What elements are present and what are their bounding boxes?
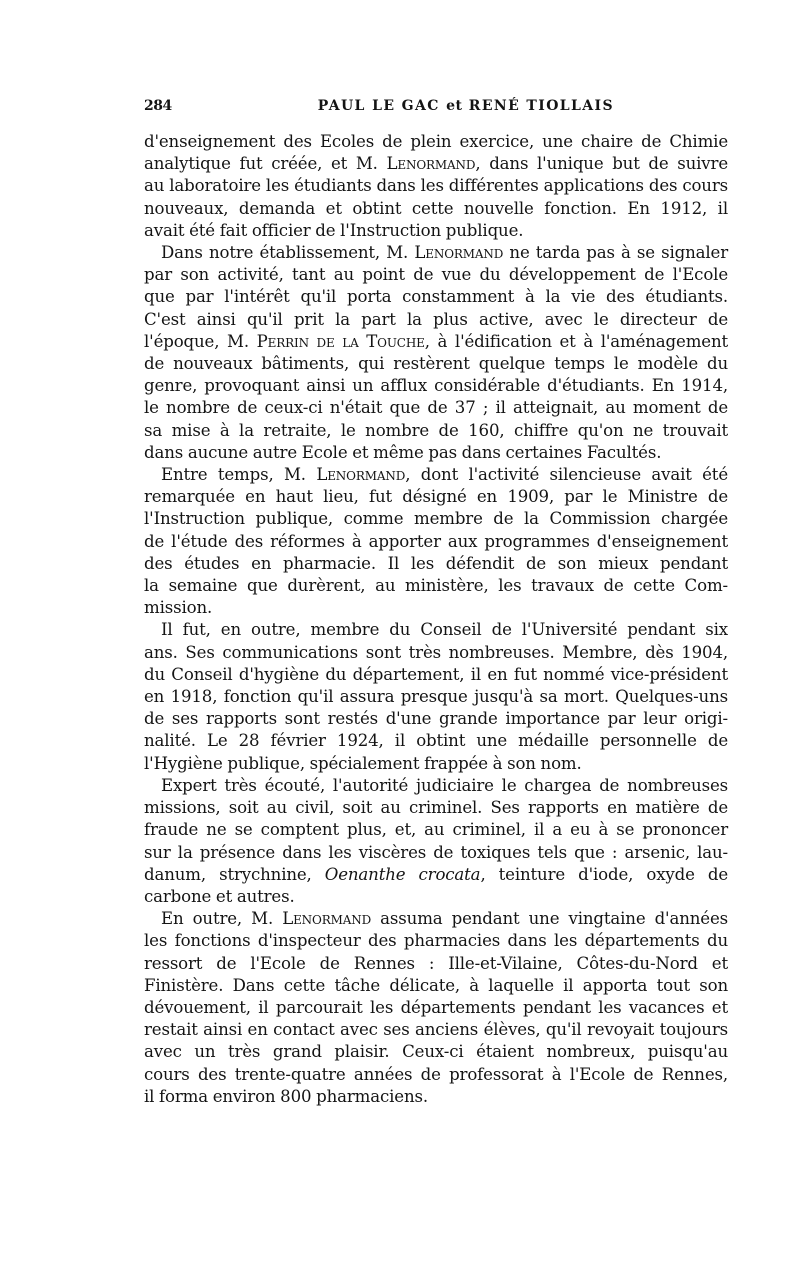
text-line: carbone et autres. (144, 886, 295, 906)
text-line: cours des trente-quatre années de professorat à l'Ecole de Rennes, (144, 1064, 728, 1084)
running-title-author-1: PAUL LE GAC (317, 98, 440, 114)
text-line: analytique fut créée, et M. Lenormand, dans l'unique but de suivre (144, 154, 728, 174)
text-line: l'Hygiène publique, spécialement frappée à son nom. (144, 753, 582, 773)
text-line: dans aucune autre Ecole et même pas dans certaines Facultés. (144, 442, 662, 462)
text-line: ans. Ses communications sont très nombreuses. Membre, dès 1904, (144, 642, 728, 662)
text-line: ressort de l'Ecole de Rennes : Ille-et-Vilaine, Côtes-du-Nord et (144, 953, 728, 973)
text-line: Finistère. Dans cette tâche délicate, à laquelle il apporta tout son (144, 975, 728, 995)
text-line: sur la présence dans les viscères de toxiques tels que : arsenic, lau- (144, 842, 728, 862)
text-line: Entre temps, M. Lenormand, dont l'activité silencieuse avait été (161, 465, 728, 485)
text-line: En outre, M. Lenormand assuma pendant une vingtaine d'années (161, 909, 728, 929)
text-line: du Conseil d'hygiène du département, il en fut nommé vice-président (144, 664, 728, 684)
text-line: de l'étude des réformes à apporter aux programmes d'enseignement (144, 531, 728, 551)
text-line: au laboratoire les étudiants dans les différentes applications des cours (144, 176, 728, 196)
small-caps-name: Perrin de la Touche (256, 331, 425, 351)
running-title (318, 98, 614, 114)
text-line: de ses rapports sont restés d'une grande importance par leur origi- (144, 709, 728, 729)
text-line: en 1918, fonction qu'il assura presque jusqu'à sa mort. Quelques-uns (144, 687, 728, 707)
paragraph (144, 619, 728, 774)
running-title-conjunction: et (446, 98, 463, 114)
text-line: par son activité, tant au point de vue du développement de l'Ecole (144, 265, 728, 285)
text-line: mission. (144, 598, 213, 618)
text-line: fraude ne se comptent plus, et, au criminel, il a eu à se prononcer (144, 820, 728, 840)
text-line: dévouement, il parcourait les départements pendant les vacances et (144, 997, 728, 1017)
text-line: le nombre de ceux-ci n'était que de 37 ; il atteignait, au moment de (144, 398, 728, 418)
text-line: missions, soit au civil, soit au criminel. Ses rapports en matière de (144, 798, 728, 818)
text-line: remarquée en haut lieu, fut désigné en 1909, par le Ministre de (144, 487, 728, 507)
text-line: il forma environ 800 pharmaciens. (144, 1086, 428, 1106)
paragraph (144, 908, 728, 1108)
text-line: l'Instruction publique, comme membre de la Commission chargée (144, 509, 728, 529)
running-title-author-2: RENÉ TIOLLAIS (468, 98, 614, 114)
text-line: sa mise à la retraite, le nombre de 160, chiffre qu'on ne trouvait (144, 420, 728, 440)
small-caps-name: Lenormand (414, 243, 504, 263)
small-caps-name: Lenormand (282, 909, 372, 929)
text-line: nalité. Le 28 février 1924, il obtint une médaille personnelle de (144, 731, 728, 751)
text-line: restait ainsi en contact avec ses anciens élèves, qu'il revoyait toujours (144, 1020, 728, 1040)
text-line: nouveaux, demanda et obtint cette nouvelle fonction. En 1912, il (144, 198, 728, 218)
paragraph (144, 242, 728, 464)
paragraph (144, 775, 728, 908)
small-caps-name: Lenormand (316, 465, 406, 485)
text-line: Expert très écouté, l'autorité judiciaire le chargea de nombreuses (161, 775, 728, 795)
text-line: que par l'intérêt qu'il porta constamment à la vie des étudiants. (144, 287, 728, 307)
text-line: Il fut, en outre, membre du Conseil de l'Université pendant six (161, 620, 728, 640)
small-caps-name: Lenormand (386, 154, 476, 174)
text-line: des études en pharmacie. Il les défendit de son mieux pendant (144, 553, 728, 573)
page-number: 284 (144, 98, 172, 114)
text-line: avait été fait officier de l'Instruction publique. (144, 220, 524, 240)
text-line: avec un très grand plaisir. Ceux-ci étaient nombreux, puisqu'au (144, 1042, 728, 1062)
body-text (144, 131, 728, 1108)
running-header (144, 98, 614, 118)
text-line: la semaine que durèrent, au ministère, les travaux de cette Com- (144, 576, 728, 596)
italic-term: Oenanthe crocata (324, 864, 481, 884)
text-line: danum, strychnine, Oenanthe crocata, teinture d'iode, oxyde de (144, 864, 728, 884)
text-line: C'est ainsi qu'il prit la part la plus active, avec le directeur de (144, 309, 728, 329)
text-line: l'époque, M. Perrin de la Touche, à l'édification et à l'aménagement (144, 331, 728, 351)
paragraph (144, 464, 728, 619)
text-line: genre, provoquant ainsi un afflux considérable d'étudiants. En 1914, (144, 376, 728, 396)
paragraph (144, 131, 728, 242)
text-line: Dans notre établissement, M. Lenormand ne tarda pas à se signaler (161, 243, 728, 263)
text-line: les fonctions d'inspecteur des pharmacies dans les départements du (144, 931, 728, 951)
text-line: de nouveaux bâtiments, qui restèrent quelque temps le modèle du (144, 354, 728, 374)
text-line: d'enseignement des Ecoles de plein exercice, une chaire de Chimie (144, 132, 728, 151)
